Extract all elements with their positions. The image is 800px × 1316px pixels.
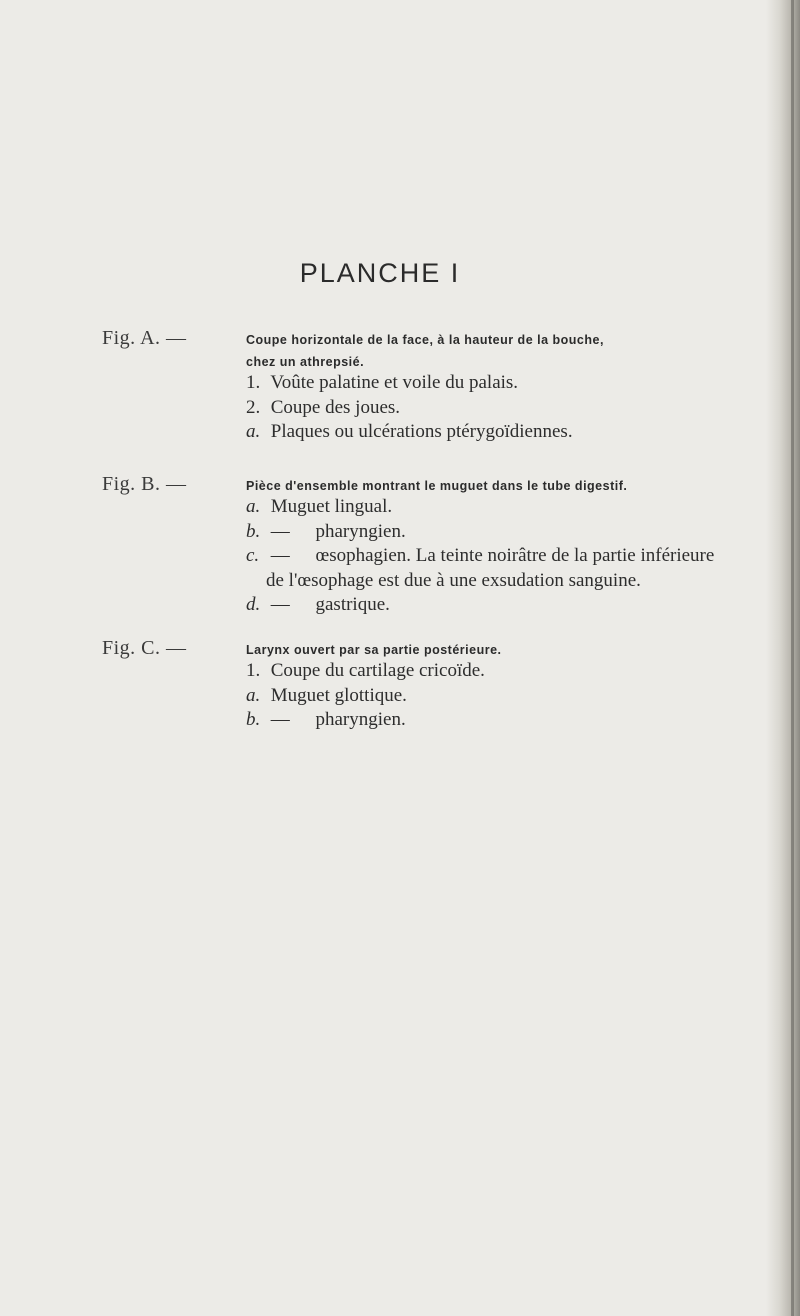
fig-a-item [246, 371, 786, 396]
item-key: 1. [246, 660, 261, 681]
item-text: œsophagien. La teinte noirâtre de la partie inférieure [315, 545, 715, 566]
ditto-dash: — [270, 709, 290, 730]
page-title: PLANCHE I [299, 258, 461, 288]
fig-c-item [246, 659, 786, 684]
fig-b-caption-line-1: Pièce d'ensemble montrant le muguet dans le tube digestif. [246, 479, 628, 493]
fig-a-block [102, 327, 786, 445]
fig-b-caption [246, 475, 786, 497]
item-key: a. [246, 421, 261, 442]
item-text: Voûte palatine et voile du palais. [270, 372, 519, 393]
fig-b-item [246, 593, 786, 618]
fig-a-caption-line-2: chez un athrepsié. [246, 355, 365, 369]
fig-b-item [246, 520, 786, 545]
fig-c-item [246, 684, 786, 709]
item-text: Coupe du cartilage cricoïde. [270, 660, 485, 681]
fig-a-caption [246, 329, 786, 373]
fig-a-item [246, 396, 786, 421]
item-key: 1. [246, 372, 261, 393]
item-text: Muguet lingual. [270, 496, 393, 517]
fig-c-caption-line-1: Larynx ouvert par sa partie postérieure. [246, 643, 502, 657]
item-key: a. [246, 684, 261, 706]
item-text: Coupe des joues. [270, 396, 401, 418]
fig-a-label: Fig. A. — [102, 327, 187, 349]
ditto-dash: — [270, 545, 290, 566]
item-key: b. [246, 709, 261, 730]
item-text: gastrique. [315, 594, 390, 615]
fig-a-item [246, 420, 786, 445]
fig-a-caption-line-1: Coupe horizontale de la face, à la hauteur de la bouche, [246, 333, 604, 347]
item-key: c. [246, 545, 260, 566]
ditto-dash: — [270, 594, 290, 615]
item-text: pharyngien. [315, 709, 406, 730]
fig-b-item-continuation: de l'œsophage est due à une exsudation sanguine. [266, 569, 641, 591]
item-text: Plaques ou ulcérations ptérygoïdiennes. [270, 421, 573, 442]
item-key: d. [246, 594, 261, 615]
fig-b-item [246, 544, 786, 569]
ditto-dash: — [270, 520, 290, 542]
fig-b-label: Fig. B. — [102, 473, 187, 495]
item-key: 2. [246, 396, 261, 418]
fig-c-label: Fig. C. — [102, 637, 187, 659]
fig-b-block [102, 473, 786, 618]
item-text: Muguet glottique. [270, 684, 407, 706]
item-key: b. [246, 520, 261, 542]
item-text: pharyngien. [315, 520, 406, 542]
fig-b-item [246, 495, 786, 520]
fig-c-caption [246, 639, 786, 661]
item-key: a. [246, 496, 261, 517]
fig-c-item [246, 708, 786, 733]
page-edge-line [791, 0, 794, 1316]
fig-c-block [102, 637, 786, 733]
